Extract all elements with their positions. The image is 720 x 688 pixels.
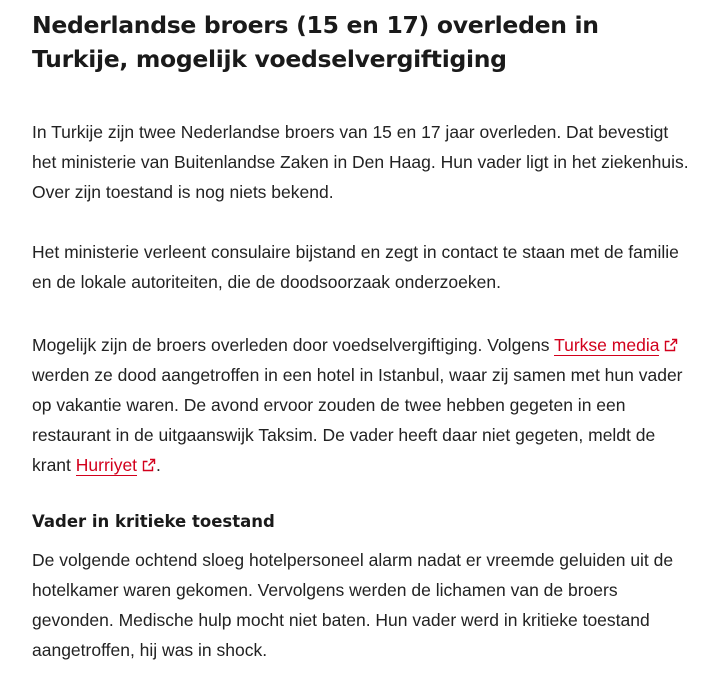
link-hurriyet[interactable]	[76, 455, 137, 476]
link-turkse-media[interactable]	[554, 335, 659, 356]
article-paragraph-2: Het ministerie verleent consulaire bijstand en zegt in contact te staan met de familie en de lokale autoriteiten, die de doodsoorzaak onderzoeken.	[32, 242, 679, 292]
section-subheading: Vader in kritieke toestand	[32, 512, 275, 531]
article-paragraph-3	[32, 330, 692, 480]
external-link-icon[interactable]	[142, 458, 156, 472]
link-turkse-media-label: Turkse media	[554, 335, 660, 355]
paragraph-3-text-end: .	[156, 455, 161, 475]
paragraph-3-text-start: Mogelijk zijn de broers overleden door voedselvergiftiging. Volgens	[32, 335, 555, 355]
article-paragraph-4: De volgende ochtend sloeg hotelpersoneel alarm nadat er vreemde geluiden uit de hotelkamer waren gekomen. Vervolgens werden de lichamen van de broers gevonden. Medische hulp mocht niet baten. Hun vader werd in kritieke toestand aangetroffen, hij was in shock.	[32, 550, 674, 660]
link-hurriyet-label: Hurriyet	[75, 455, 138, 475]
paragraph-3-text-middle: werden ze dood aangetroffen in een hotel in Istanbul, waar zij samen met hun vader op vakantie waren. De avond ervoor zouden de twee hebben gegeten in een restaurant in de uitgaanswijk Taksim. De vader heeft daar niet gegeten, meldt de krant	[32, 365, 683, 475]
external-link-icon[interactable]	[664, 338, 678, 352]
article-title: Nederlandse broers (15 en 17) overleden in Turkije, mogelijk voedselvergiftiging	[32, 11, 599, 73]
article-paragraph-1: In Turkije zijn twee Nederlandse broers van 15 en 17 jaar overleden. Dat bevestigt het ministerie van Buitenlandse Zaken in Den Haag. Hun vader ligt in het ziekenhuis. Over zijn toestand is nog niets bekend.	[32, 122, 689, 202]
